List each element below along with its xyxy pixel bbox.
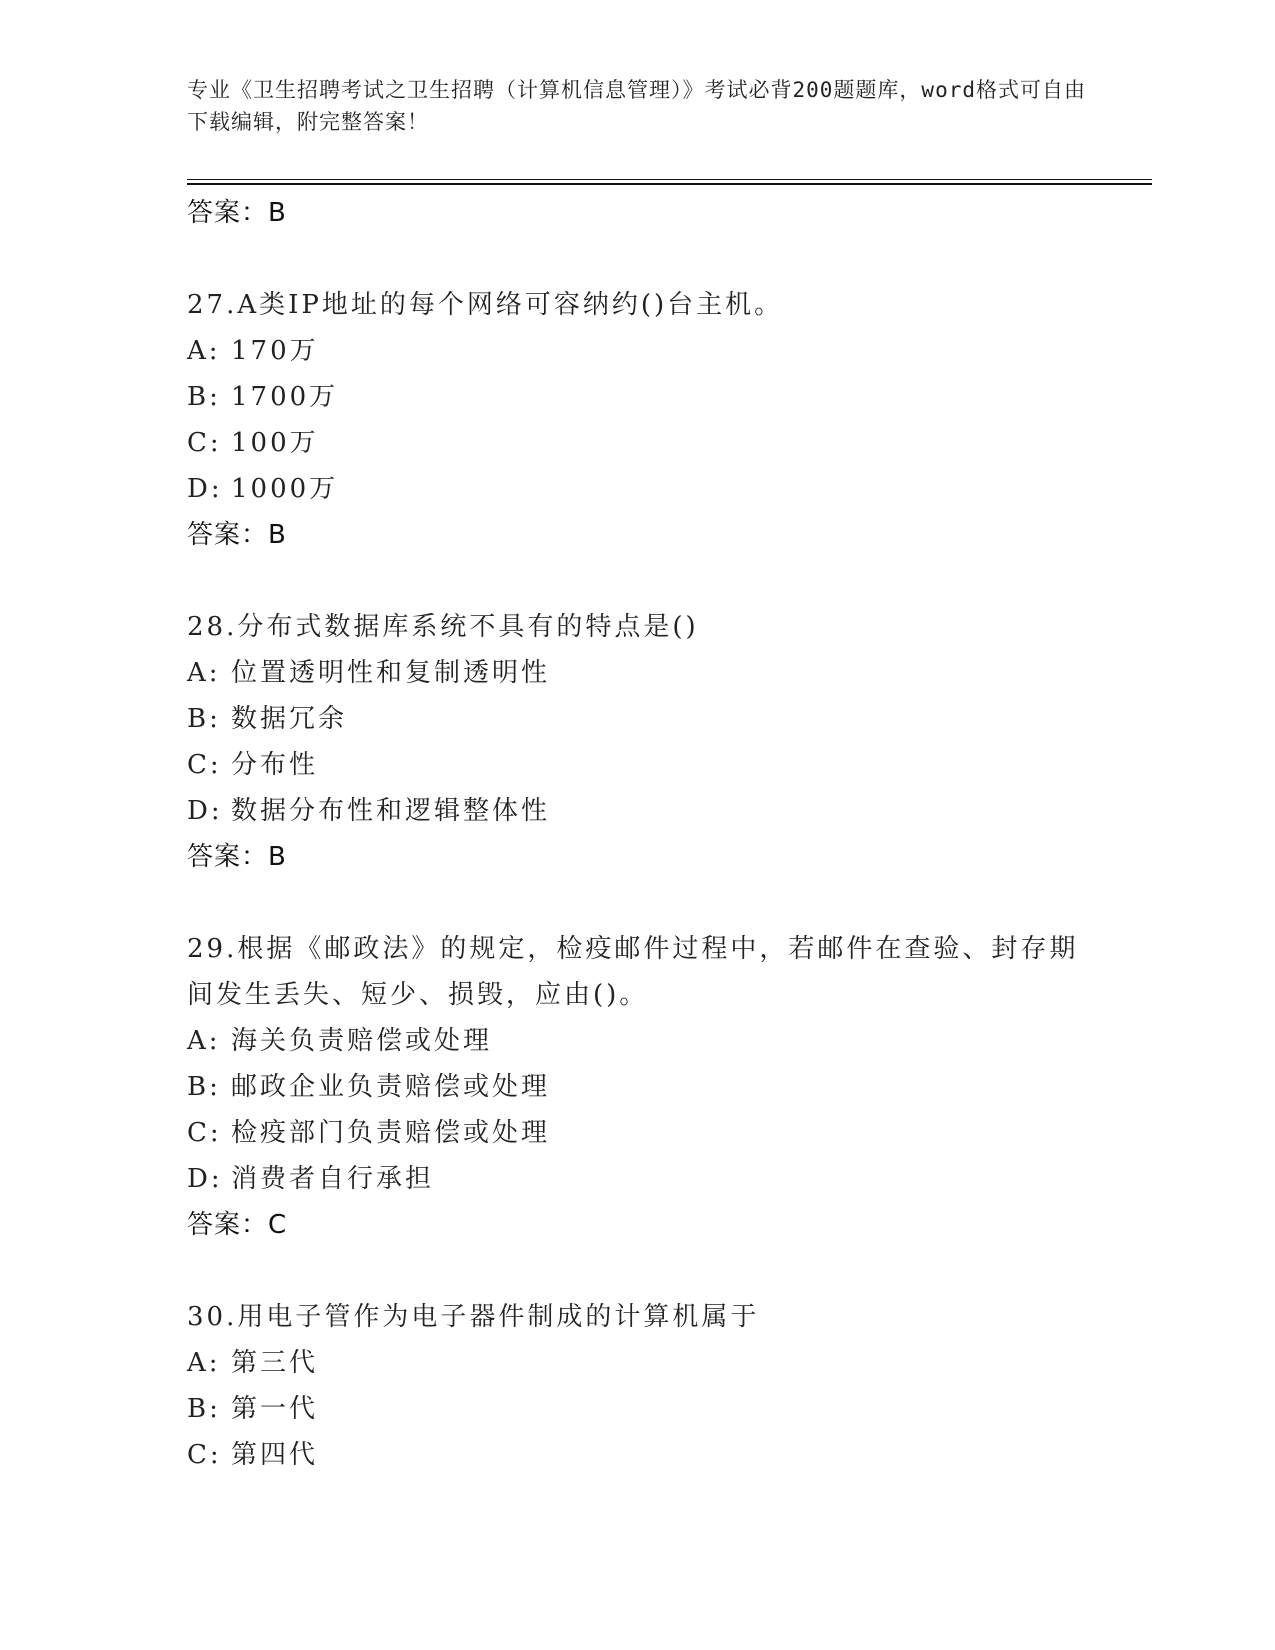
option-b xyxy=(187,374,1087,420)
option-text: 1700万 xyxy=(231,382,339,412)
option-a xyxy=(187,1018,1087,1064)
option-letter: B: xyxy=(187,1394,221,1424)
option-a xyxy=(187,650,1087,696)
option-text: 数据冗余 xyxy=(231,704,348,734)
option-text: 分布性 xyxy=(231,750,319,780)
option-a xyxy=(187,1340,1087,1386)
answer-label: 答案：B xyxy=(187,198,287,228)
question-30 xyxy=(187,1294,1087,1478)
option-text: 位置透明性和复制透明性 xyxy=(231,658,551,688)
option-c xyxy=(187,1110,1087,1156)
option-letter: C: xyxy=(187,1118,222,1148)
option-letter: A: xyxy=(187,658,221,688)
option-b xyxy=(187,696,1087,742)
option-text: 检疫部门负责赔偿或处理 xyxy=(231,1118,551,1148)
answer-label: 答案：C xyxy=(187,1210,288,1240)
option-d xyxy=(187,466,1087,512)
option-letter: D: xyxy=(187,796,223,826)
document-header: 专业《卫生招聘考试之卫生招聘（计算机信息管理）》考试必背200题题库，word格式可自由下载编辑，附完整答案！ xyxy=(187,78,1086,134)
option-letter: A: xyxy=(187,1348,221,1378)
question-29 xyxy=(187,926,1087,1248)
question-text: 29.根据《邮政法》的规定，检疫邮件过程中，若邮件在查验、封存期间发生丢失、短少、损毁，应由()。 xyxy=(187,934,1079,1010)
option-text: 第三代 xyxy=(231,1348,319,1378)
answer-label: 答案：B xyxy=(187,520,287,550)
option-letter: C: xyxy=(187,1440,222,1470)
option-text: 100万 xyxy=(231,428,319,458)
question-28 xyxy=(187,604,1087,880)
answer-label: 答案：B xyxy=(187,842,287,872)
question-27 xyxy=(187,282,1087,558)
header-divider xyxy=(187,179,1152,180)
question-list xyxy=(187,190,1087,1478)
option-letter: C: xyxy=(187,428,222,458)
option-d xyxy=(187,788,1087,834)
option-d xyxy=(187,1156,1087,1202)
option-letter: D: xyxy=(187,1164,223,1194)
option-text: 第一代 xyxy=(231,1394,319,1424)
question-text: 28.分布式数据库系统不具有的特点是() xyxy=(187,612,699,642)
option-text: 海关负责赔偿或处理 xyxy=(231,1026,493,1056)
question-text: 27.A类IP地址的每个网络可容纳约()台主机。 xyxy=(187,290,784,320)
header-divider-thick xyxy=(187,183,1152,185)
option-text: 消费者自行承担 xyxy=(231,1164,435,1194)
option-letter: B: xyxy=(187,382,221,412)
option-c xyxy=(187,420,1087,466)
option-text: 170万 xyxy=(231,336,319,366)
option-c xyxy=(187,1432,1087,1478)
option-a xyxy=(187,328,1087,374)
option-text: 数据分布性和逻辑整体性 xyxy=(231,796,551,826)
option-letter: C: xyxy=(187,750,222,780)
option-letter: D: xyxy=(187,474,223,504)
option-b xyxy=(187,1064,1087,1110)
option-letter: A: xyxy=(187,336,221,366)
option-b xyxy=(187,1386,1087,1432)
option-letter: B: xyxy=(187,704,221,734)
option-text: 邮政企业负责赔偿或处理 xyxy=(231,1072,551,1102)
option-text: 1000万 xyxy=(231,474,339,504)
option-letter: A: xyxy=(187,1026,221,1056)
option-c xyxy=(187,742,1087,788)
option-text: 第四代 xyxy=(231,1440,319,1470)
question-text: 30.用电子管作为电子器件制成的计算机属于 xyxy=(187,1302,760,1332)
option-letter: B: xyxy=(187,1072,221,1102)
